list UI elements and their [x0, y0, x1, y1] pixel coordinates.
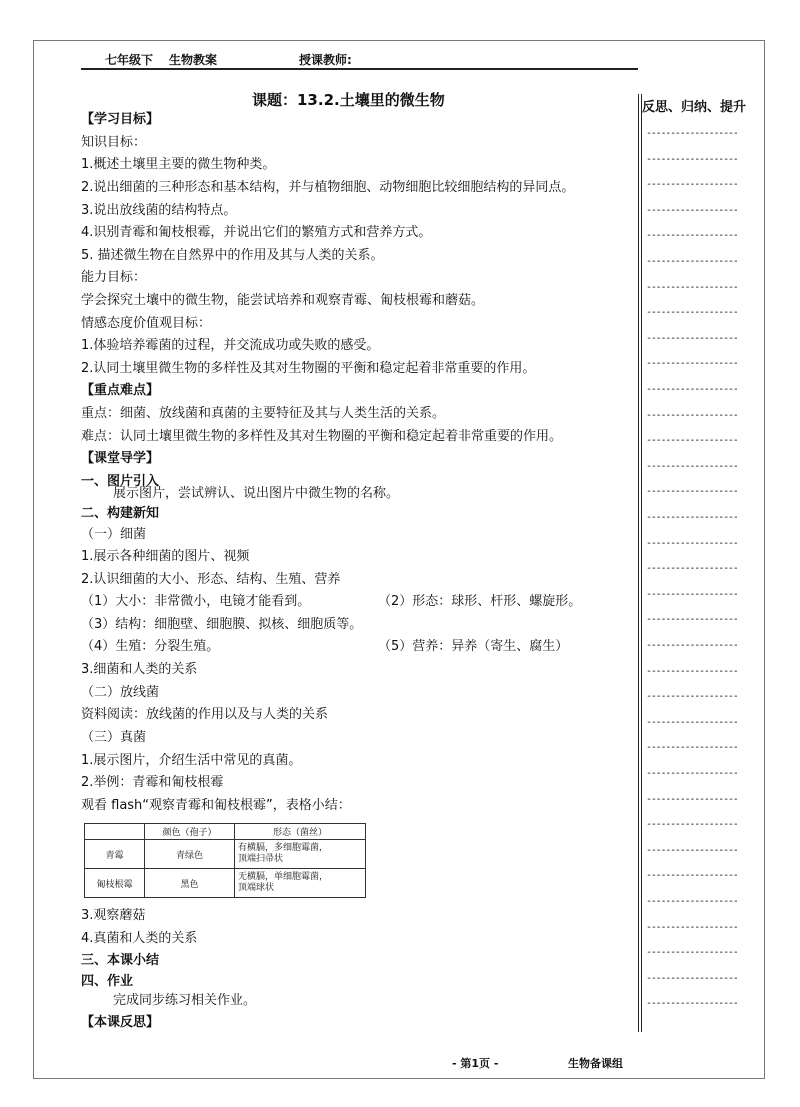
table-cell: 青绿色 — [145, 840, 235, 869]
text-line: 难点：认同土壤里微生物的多样性及其对生物圈的平衡和稳定起着非常重要的作用。 — [81, 429, 563, 444]
sidebar-note-line: ------------------- — [646, 794, 738, 805]
text-line: 4.识别青霉和匍枝根霉，并说出它们的繁殖方式和营养方式。 — [81, 225, 432, 240]
section-heading: 【本课反思】 — [81, 1015, 160, 1030]
text-line: 3.细菌和人类的关系 — [81, 662, 198, 677]
text-line: 完成同步练习相关作业。 — [113, 993, 257, 1008]
sidebar-note-line: ------------------- — [646, 947, 738, 958]
section-heading: 【课堂导学】 — [81, 451, 160, 466]
text-line: （一）细菌 — [81, 527, 147, 542]
sidebar-note-line: ------------------- — [646, 486, 738, 497]
sidebar-divider-inner — [641, 94, 642, 1032]
table-header-cell: 颜色（孢子） — [145, 824, 235, 840]
table-row — [85, 869, 366, 898]
sidebar-note-line: ------------------- — [646, 768, 738, 779]
sidebar-note-line: ------------------- — [646, 179, 738, 190]
text-line: 观看 flash“观察青霉和匍枝根霉”，表格小结： — [81, 798, 351, 813]
section-heading: 【重点难点】 — [81, 383, 160, 398]
section-heading: 二、构建新知 — [81, 506, 160, 521]
table-row — [85, 840, 366, 869]
sidebar-note-line: ------------------- — [646, 870, 738, 881]
sidebar-title: 反思、归纳、提升 — [642, 100, 747, 115]
cell-text: 顶端球状 — [238, 883, 275, 893]
text-line: 资料阅读：放线菌的作用以及与人类的关系 — [81, 707, 329, 722]
sidebar-note-line: ------------------- — [646, 461, 738, 472]
text-line: （5）营养：异养（寄生、腐生） — [378, 639, 569, 654]
table-cell — [235, 869, 366, 898]
text-line: （4）生殖：分裂生殖。 — [81, 639, 220, 654]
header-subject: 生物教案 — [169, 53, 218, 67]
table-cell: 匍枝根霉 — [85, 869, 145, 898]
sidebar-note-line: ------------------- — [646, 333, 738, 344]
text-line: 4.真菌和人类的关系 — [81, 931, 198, 946]
text-line: 能力目标： — [81, 270, 147, 285]
text-line: 1.体验培养霉菌的过程，并交流成功或失败的感受。 — [81, 338, 380, 353]
sidebar-note-line: ------------------- — [646, 998, 738, 1009]
text-line: 1.概述土壤里主要的微生物种类。 — [81, 157, 276, 172]
cell-text: 有横膈，多细胞霉菌， — [238, 843, 329, 853]
text-line: 2.认同土壤里微生物的多样性及其对生物圈的平衡和稳定起着非常重要的作用。 — [81, 361, 536, 376]
section-heading: 四、作业 — [81, 974, 134, 989]
sidebar-note-line: ------------------- — [646, 973, 738, 984]
text-line: （二）放线菌 — [81, 685, 160, 700]
sidebar-note-line: ------------------- — [646, 435, 738, 446]
table-cell: 黑色 — [145, 869, 235, 898]
text-line: （3）结构：细胞壁、细胞膜、拟核、细胞质等。 — [81, 617, 363, 632]
sidebar-note-line: ------------------- — [646, 666, 738, 677]
text-line: 5. 描述微生物在自然界中的作用及其与人类的关系。 — [81, 248, 384, 263]
lesson-title: 课题：13.2.土壤里的微生物 — [252, 91, 445, 109]
sidebar-note-line: ------------------- — [646, 205, 738, 216]
sidebar-note-line: ------------------- — [646, 691, 738, 702]
cell-text: 顶端扫帚状 — [238, 854, 284, 864]
sidebar-note-line: ------------------- — [646, 742, 738, 753]
table-cell: 青霉 — [85, 840, 145, 869]
sidebar-note-line: ------------------- — [646, 307, 738, 318]
page-number: - 第1页 - — [452, 1057, 499, 1070]
text-line: 情感态度价值观目标： — [81, 316, 212, 331]
sidebar-note-line: ------------------- — [646, 256, 738, 267]
table-cell — [235, 840, 366, 869]
text-line: （2）形态：球形、杆形、螺旋形。 — [378, 594, 582, 609]
text-line: 2.说出细菌的三种形态和基本结构，并与植物细胞、动物细胞比较细胞结构的异同点。 — [81, 180, 575, 195]
sidebar-note-line: ------------------- — [646, 384, 738, 395]
section-heading: 一、图片引入 — [81, 474, 160, 489]
sidebar-note-line: ------------------- — [646, 230, 738, 241]
fungi-comparison-table — [84, 823, 366, 898]
page-header — [81, 48, 638, 70]
text-line: 3.说出放线菌的结构特点。 — [81, 203, 237, 218]
table-header-cell — [85, 824, 145, 840]
sidebar-note-line: ------------------- — [646, 512, 738, 523]
sidebar-note-line: ------------------- — [646, 845, 738, 856]
footer-group: 生物备课组 — [568, 1057, 623, 1070]
text-line: 2.认识细菌的大小、形态、结构、生殖、营养 — [81, 572, 341, 587]
text-line: 3.观察蘑菇 — [81, 908, 146, 923]
sidebar-note-line: ------------------- — [646, 819, 738, 830]
text-line: 学会探究土壤中的微生物，能尝试培养和观察青霉、匍枝根霉和蘑菇。 — [81, 293, 485, 308]
sidebar-note-line: ------------------- — [646, 538, 738, 549]
sidebar-note-line: ------------------- — [646, 358, 738, 369]
sidebar-note-line: ------------------- — [646, 128, 738, 139]
sidebar-divider — [638, 94, 639, 1032]
sidebar-note-line: ------------------- — [646, 640, 738, 651]
sidebar-note-line: ------------------- — [646, 589, 738, 600]
text-line: 知识目标： — [81, 135, 147, 150]
sidebar-note-line: ------------------- — [646, 922, 738, 933]
table-header-cell: 形态（菌丝） — [235, 824, 366, 840]
text-line: （1）大小：非常微小，电镜才能看到。 — [81, 594, 311, 609]
table-header-row — [85, 824, 366, 840]
text-line: 2.举例：青霉和匍枝根霉 — [81, 775, 224, 790]
sidebar-note-line: ------------------- — [646, 154, 738, 165]
header-grade: 七年级下 — [105, 53, 154, 67]
sidebar-note-line: ------------------- — [646, 563, 738, 574]
text-line: 1.展示各种细菌的图片、视频 — [81, 549, 250, 564]
sidebar-note-line: ------------------- — [646, 717, 738, 728]
text-line: 重点：细菌、放线菌和真菌的主要特征及其与人类生活的关系。 — [81, 406, 446, 421]
sidebar-note-line: ------------------- — [646, 614, 738, 625]
text-line: 展示图片，尝试辨认、说出图片中微生物的名称。 — [113, 486, 400, 501]
cell-text: 无横膈，单细胞霉菌， — [238, 872, 329, 882]
header-teacher-label: 授课教师: — [299, 53, 352, 67]
text-line: 1.展示图片，介绍生活中常见的真菌。 — [81, 753, 302, 768]
sidebar-note-line: ------------------- — [646, 282, 738, 293]
section-heading: 三、本课小结 — [81, 953, 160, 968]
sidebar-note-line: ------------------- — [646, 410, 738, 421]
sidebar-note-line: ------------------- — [646, 896, 738, 907]
text-line: （三）真菌 — [81, 730, 147, 745]
section-heading: 【学习目标】 — [81, 112, 160, 127]
